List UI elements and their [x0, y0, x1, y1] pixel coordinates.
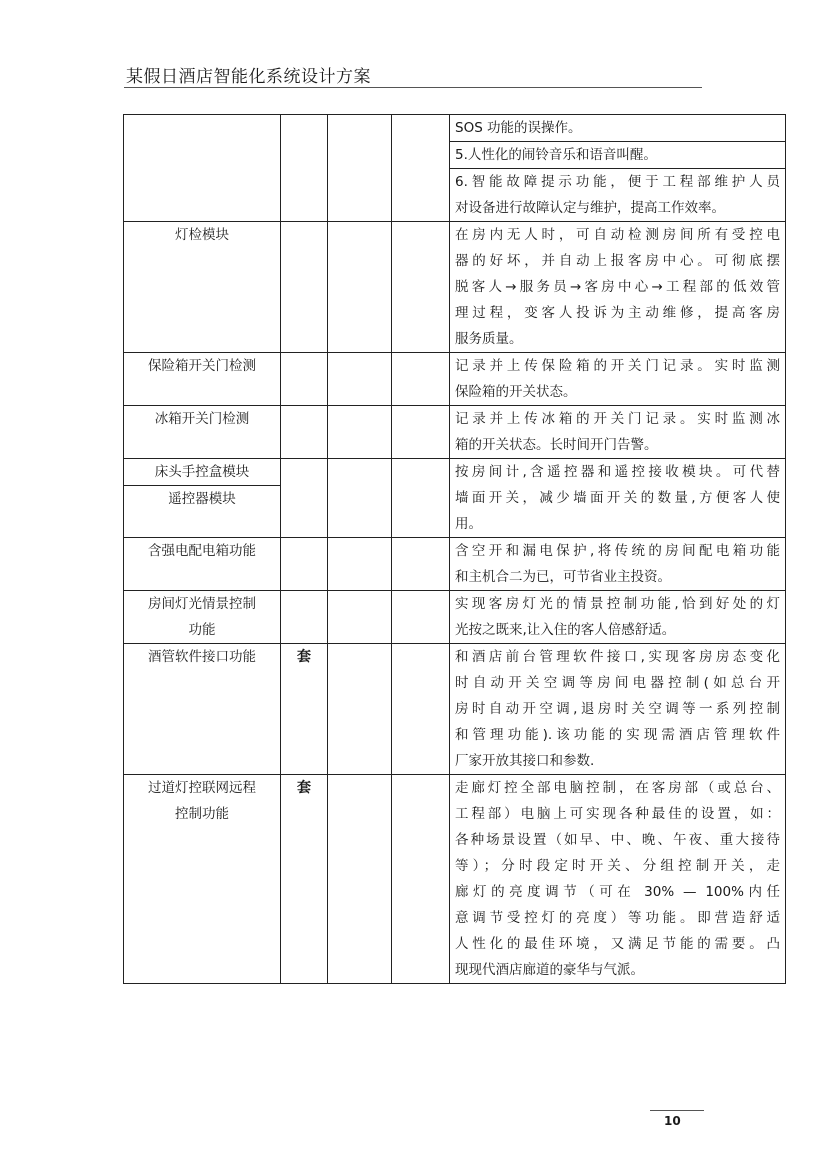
- table-row: [124, 115, 786, 222]
- item-name: 床头手控盒模块: [124, 459, 280, 486]
- table-row: [124, 591, 786, 644]
- description-line: 保险箱的开关状态。: [455, 384, 577, 400]
- description-line: 5.人性化的闹铃音乐和语音叫醒。: [450, 142, 785, 169]
- description-cell: [450, 222, 786, 353]
- description-cell: [450, 775, 786, 984]
- qty-cell: [328, 353, 392, 406]
- item-name-cell: [124, 353, 281, 406]
- table-row: [124, 459, 786, 538]
- unit-cell: [281, 222, 328, 353]
- item-name: 房间灯光情景控制: [148, 596, 256, 612]
- table-row: [124, 353, 786, 406]
- qty-cell: [328, 775, 392, 984]
- spec-table: [123, 114, 786, 984]
- description-line: 各种场景设置（如早、中、晚、午夜、重大接待: [455, 832, 780, 848]
- description-cell: [450, 538, 786, 591]
- description-line: 墙面开关，减少墙面开关的数量,方便客人使: [455, 490, 780, 506]
- qty-cell: [328, 222, 392, 353]
- table-row: [124, 406, 786, 459]
- qty-cell: [328, 644, 392, 775]
- item-name-cell: [124, 459, 281, 538]
- item-name: 控制功能: [175, 806, 229, 822]
- description-cell: [450, 115, 786, 222]
- description-line: 厂家开放其接口和参数.: [455, 753, 595, 769]
- item-name: 功能: [188, 622, 216, 638]
- description-cell: [450, 406, 786, 459]
- description-cell: [450, 353, 786, 406]
- description-cell: [450, 459, 786, 538]
- qty-cell: [328, 459, 392, 538]
- price-cell: [392, 644, 450, 775]
- item-name-cell: [124, 644, 281, 775]
- page-number: 10: [664, 1114, 681, 1128]
- item-name-cell: [124, 222, 281, 353]
- table-row: [124, 644, 786, 775]
- qty-cell: [328, 538, 392, 591]
- description-line: 光按之既来,让入住的客人倍感舒适。: [455, 622, 676, 638]
- description-line: 箱的开关状态。长时间开门告警。: [455, 437, 658, 453]
- description-line: 脱客人→服务员→客房中心→工程部的低效管: [455, 279, 780, 295]
- description-line: 廊灯的亮度调节（可在 30% — 100%内任: [455, 884, 780, 900]
- item-name: 保险箱开关门检测: [148, 358, 256, 374]
- description-line: 器的好坏，并自动上报客房中心。可彻底摆: [455, 253, 780, 269]
- description-line: 记录并上传保险箱的开关门记录。实时监测: [455, 358, 780, 374]
- item-name: 酒管软件接口功能: [148, 649, 256, 665]
- description-line: 等）；分时段定时开关、分组控制开关，走: [455, 858, 780, 874]
- description-cell: [450, 644, 786, 775]
- item-name: 过道灯控联网远程: [148, 780, 256, 796]
- price-cell: [392, 406, 450, 459]
- unit-label: 套: [297, 649, 311, 665]
- description-line: 在房内无人时，可自动检测房间所有受控电: [455, 227, 780, 243]
- description-line: 6.智能故障提示功能，便于工程部维护人员: [455, 174, 780, 190]
- qty-cell: [328, 406, 392, 459]
- table-row: [124, 538, 786, 591]
- description-line: 和酒店前台管理软件接口,实现客房房态变化: [455, 649, 780, 665]
- unit-cell: [281, 591, 328, 644]
- description-line: 工程部）电脑上可实现各种最佳的设置，如：: [455, 806, 780, 822]
- footer-divider: [650, 1110, 704, 1111]
- description-line: 实现客房灯光的情景控制功能,恰到好处的灯: [455, 596, 780, 612]
- price-cell: [392, 459, 450, 538]
- description-line: 意调节受控灯的亮度）等功能。即营造舒适: [455, 910, 780, 926]
- item-name-cell: [124, 591, 281, 644]
- description-line: 人性化的最佳环境，又满足节能的需要。凸: [455, 936, 780, 952]
- table-row: [124, 222, 786, 353]
- description-line: 含空开和漏电保护,将传统的房间配电箱功能: [455, 543, 780, 559]
- description-line: 时自动开关空调等房间电器控制(如总台开: [455, 675, 780, 691]
- description-line: 和管理功能).该功能的实现需酒店管理软件: [455, 727, 780, 743]
- item-name: 灯检模块: [175, 227, 229, 243]
- item-name: 冰箱开关门检测: [154, 411, 250, 427]
- price-cell: [392, 591, 450, 644]
- item-name-cell: [124, 775, 281, 984]
- qty-cell: [328, 591, 392, 644]
- unit-cell: [281, 459, 328, 538]
- price-cell: [392, 775, 450, 984]
- item-name-cell: [124, 538, 281, 591]
- unit-label: 套: [297, 780, 311, 796]
- description-line: SOS 功能的误操作。: [450, 115, 785, 142]
- description-line: 对设备进行故障认定与维护，提高工作效率。: [455, 200, 725, 216]
- qty-cell: [328, 115, 392, 222]
- item-name: 含强电配电箱功能: [148, 543, 256, 559]
- description-line: 走廊灯控全部电脑控制，在客房部（或总台、: [455, 780, 780, 796]
- unit-cell: [281, 538, 328, 591]
- price-cell: [392, 353, 450, 406]
- item-name-cell: [124, 115, 281, 222]
- price-cell: [392, 538, 450, 591]
- unit-cell: [281, 406, 328, 459]
- page-title: 某假日酒店智能化系统设计方案: [126, 67, 371, 87]
- description-cell: [450, 591, 786, 644]
- description-line: 现现代酒店廊道的豪华与气派。: [455, 962, 644, 978]
- unit-cell: [281, 353, 328, 406]
- unit-cell: [281, 775, 328, 984]
- description-line: 服务质量。: [455, 331, 523, 347]
- description-line: 按房间计,含遥控器和遥控接收模块。可代替: [455, 464, 780, 480]
- item-name: 遥控器模块: [168, 491, 236, 507]
- unit-cell: [281, 644, 328, 775]
- item-name-cell: [124, 406, 281, 459]
- unit-cell: [281, 115, 328, 222]
- description-line: 用。: [455, 516, 482, 532]
- description-line: 和主机合二为已，可节省业主投资。: [455, 569, 671, 585]
- description-line: 理过程，变客人投诉为主动维修，提高客房: [455, 305, 780, 321]
- header-divider: [124, 87, 702, 88]
- description-line: 房时自动开空调,退房时关空调等一系列控制: [455, 701, 780, 717]
- table-row: [124, 775, 786, 984]
- description-line: 记录并上传冰箱的开关门记录。实时监测冰: [455, 411, 780, 427]
- price-cell: [392, 222, 450, 353]
- price-cell: [392, 115, 450, 222]
